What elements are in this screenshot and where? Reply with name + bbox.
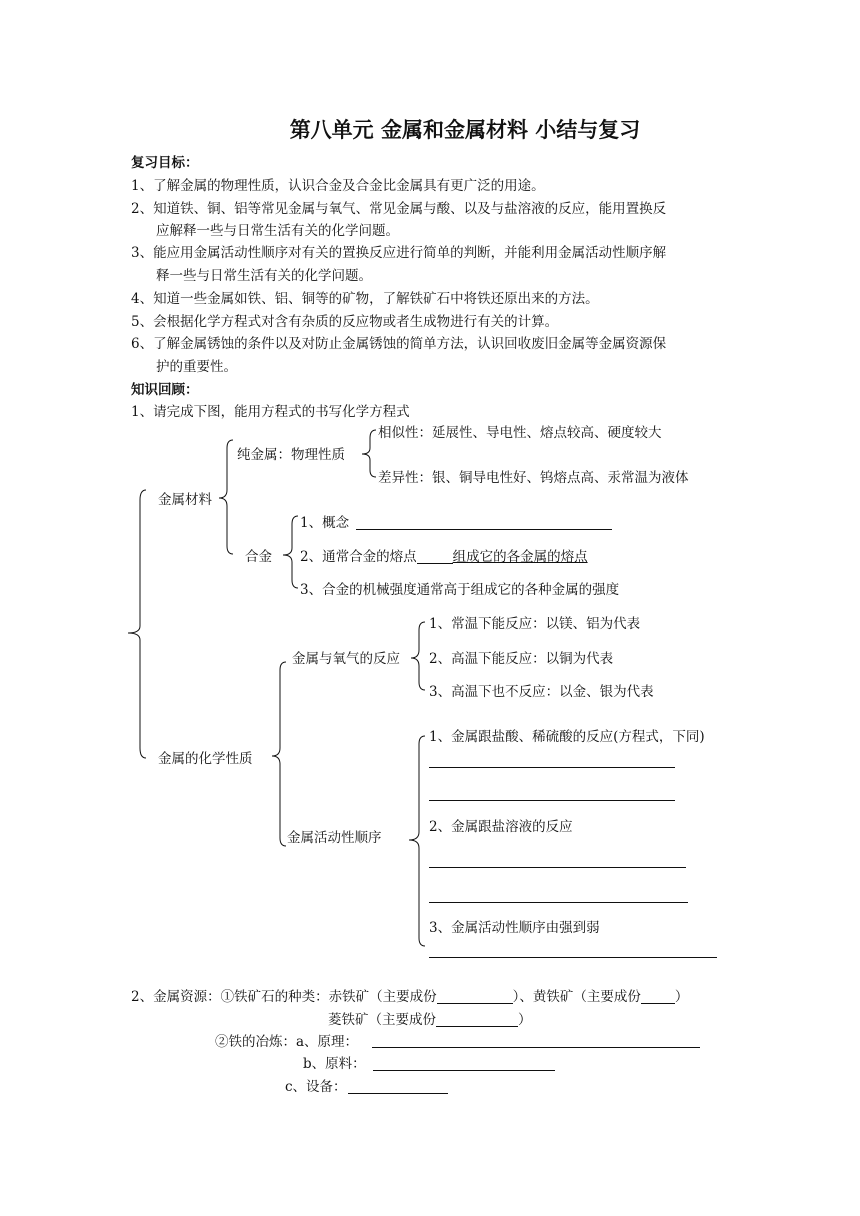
salt-reaction-blank-1[interactable] (429, 867, 686, 868)
oxygen-brace (411, 622, 425, 690)
objective-line: 6、了解金属锈蚀的条件以及对防止金属锈蚀的简单方法，认识回收废旧金属等金属资源保 (131, 336, 667, 352)
objective-line: 3、能应用金属活动性顺序对有关的置换反应进行简单的判断，并能利用金属活动性顺序解 (131, 245, 667, 261)
alloy-strength-label: 3、合金的机械强度通常高于组成它的各种金属的强度 (300, 582, 620, 598)
objective-line: 4、知道一些金属如铁、铝、铜等的矿物，了解铁矿石中将铁还原出来的方法。 (131, 291, 599, 307)
oxygen-reaction-label: 金属与氧气的反应 (292, 651, 400, 667)
activity-series-label: 金属活动性顺序 (287, 830, 382, 846)
metal-materials-label: 金属材料 (158, 492, 212, 508)
materials-brace (219, 440, 233, 554)
physical-brace (362, 430, 376, 477)
pure-metal-label: 纯金属：物理性质 (237, 447, 345, 463)
alloy-concept-label: 1、概念 (300, 515, 350, 531)
smelting-principle-label: ②铁的冶炼：a、原理： (215, 1034, 359, 1050)
smelting-equipment-blank[interactable] (348, 1093, 448, 1094)
objective-line: 1、了解金属的物理性质，认识合金及合金比金属具有更广泛的用途。 (131, 178, 545, 194)
alloy-melting-blank[interactable] (417, 549, 453, 564)
hematite-blank[interactable] (437, 989, 513, 1004)
pyrite-label: ）、黄铁矿（主要成份 (512, 989, 641, 1005)
oxygen-reaction-2: 2、高温下能反应：以铜为代表 (429, 651, 614, 667)
alloy-melting-prefix: 2、通常合金的熔点 (300, 549, 417, 565)
main-brace (128, 490, 146, 758)
acid-reaction-blank-1[interactable] (429, 767, 675, 768)
activity-order-blank[interactable] (429, 957, 717, 958)
review-heading: 知识回顾： (131, 382, 199, 398)
smelting-materials-label: b、原料： (303, 1056, 366, 1072)
chem-brace (272, 662, 286, 846)
siderite-label: 菱铁矿（主要成份 (328, 1012, 436, 1028)
iron-ore-types: 2、金属资源：①铁矿石的种类：赤铁矿（主要成份 (131, 989, 437, 1005)
alloy-melting-answer: 组成它的各金属的熔点 (452, 549, 588, 565)
activity-order-label: 3、金属活动性顺序由强到弱 (429, 920, 600, 936)
smelting-equipment-label: c、设备： (285, 1079, 347, 1095)
smelting-materials-blank[interactable] (373, 1070, 555, 1071)
objective-line: 释一些与日常生活有关的化学问题。 (156, 268, 372, 284)
chemical-properties-label: 金属的化学性质 (158, 751, 253, 767)
siderite-close: ） (518, 1012, 532, 1028)
objective-line: 2、知道铁、铜、铝等常见金属与氧气、常见金属与酸、以及与盐溶液的反应，能用置换反 (131, 201, 667, 217)
alloy-concept-blank[interactable] (356, 529, 612, 530)
resources-line-2 (328, 1011, 532, 1029)
objective-line: 护的重要性。 (156, 359, 237, 375)
objective-line: 应解释一些与日常生活有关的化学问题。 (156, 223, 399, 239)
alloy-melting-point (300, 548, 588, 566)
objectives-heading: 复习目标： (131, 155, 199, 171)
oxygen-reaction-3: 3、高温下也不反应：以金、银为代表 (429, 684, 654, 700)
salt-reaction-label: 2、金属跟盐溶液的反应 (429, 819, 573, 835)
similarity-label: 相似性：延展性、导电性、熔点较高、硬度较大 (378, 425, 662, 441)
oxygen-reaction-1: 1、常温下能反应：以镁、铝为代表 (429, 616, 641, 632)
alloy-label: 合金 (245, 549, 272, 565)
objective-line: 5、会根据化学方程式对含有杂质的反应物或者生成物进行有关的计算。 (131, 314, 559, 330)
smelting-principle-blank[interactable] (372, 1047, 700, 1048)
difference-label: 差异性：银、铜导电性好、钨熔点高、汞常温为液体 (378, 470, 689, 486)
acid-reaction-blank-2[interactable] (429, 800, 675, 801)
review-question-1: 1、请完成下图，能用方程式的书写化学方程式 (131, 404, 410, 420)
pyrite-close: ） (674, 989, 689, 1005)
pyrite-blank[interactable] (641, 989, 675, 1004)
salt-reaction-blank-2[interactable] (429, 902, 688, 903)
page-title: 第八单元 金属和金属材料 小结与复习 (289, 118, 641, 142)
siderite-blank[interactable] (436, 1012, 518, 1027)
alloy-brace (283, 516, 298, 588)
activity-brace (409, 736, 425, 946)
acid-reaction-label: 1、金属跟盐酸、稀硫酸的反应(方程式，下同) (429, 729, 705, 745)
resources-line-1 (131, 988, 688, 1006)
